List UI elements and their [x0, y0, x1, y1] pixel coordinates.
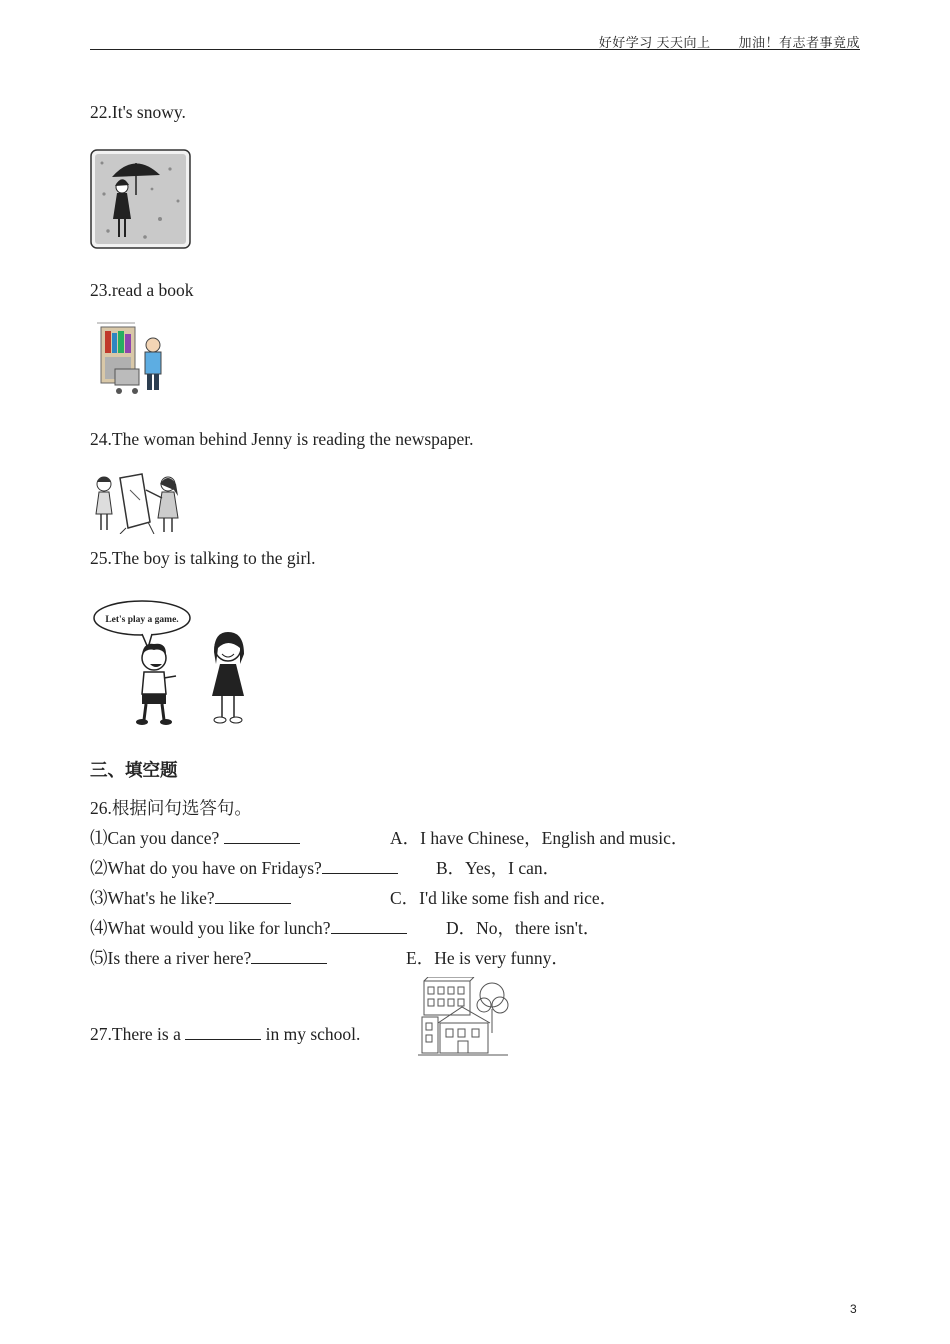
school-building-image	[418, 977, 510, 1061]
question-23: 23.read a book	[90, 280, 194, 300]
answer-blank[interactable]	[185, 1025, 261, 1040]
section-title: 三、填空题	[90, 761, 178, 781]
q26-option-c: C．I'd like some fish and rice．	[390, 888, 618, 908]
q26-item-2	[90, 855, 398, 880]
snowy-girl-umbrella-image	[90, 149, 191, 249]
speech-bubble-text: Let's play a game.	[105, 615, 179, 625]
q26-item-3	[90, 885, 291, 910]
q26-option-e: E．He is very funny．	[406, 948, 569, 968]
item-number: ⑴	[90, 828, 108, 848]
question-22: 22.It's snowy.	[90, 102, 186, 122]
item-number: ⑵	[90, 858, 108, 878]
boy-talking-girl-image	[90, 598, 260, 728]
item-number: ⑷	[90, 918, 108, 938]
item-question: Is there a river here?	[107, 948, 252, 968]
item-number: ⑶	[90, 888, 108, 908]
answer-blank[interactable]	[322, 859, 398, 874]
question-27	[90, 1024, 360, 1045]
q26-option-a: A．I have Chinese，English and music．	[390, 828, 689, 848]
answer-blank[interactable]	[331, 919, 407, 934]
item-question: What's he like?	[107, 888, 215, 908]
item-question: Can you dance?	[107, 828, 224, 848]
q26-option-b: B．Yes，I can．	[436, 858, 561, 878]
header-rule	[90, 49, 860, 50]
read-a-book-image	[95, 321, 170, 401]
item-number: ⑸	[90, 948, 108, 968]
answer-blank[interactable]	[251, 949, 327, 964]
answer-blank[interactable]	[224, 829, 300, 844]
question-25: 25.The boy is talking to the girl.	[90, 548, 316, 568]
q26-option-d: D．No，there isn't．	[446, 918, 601, 938]
page-number: 3	[850, 1302, 857, 1316]
item-question: What would you like for lunch?	[107, 918, 331, 938]
header-motto-left: 好好学习 天天向上	[598, 35, 711, 50]
q26-item-1	[90, 825, 300, 850]
answer-blank[interactable]	[215, 889, 291, 904]
header-motto-right: 加油！有志者事竟成	[738, 35, 860, 50]
question-26-prompt: 26.根据问句选答句。	[90, 798, 252, 818]
q27-text-after: in my school.	[261, 1024, 361, 1044]
q27-text-before: 27.There is a	[90, 1024, 186, 1044]
item-question: What do you have on Fridays?	[107, 858, 322, 878]
painting-girls-image	[90, 470, 182, 534]
question-24: 24.The woman behind Jenny is reading the newspaper.	[90, 429, 474, 449]
q26-item-5	[90, 945, 327, 970]
q26-item-4	[90, 915, 407, 940]
